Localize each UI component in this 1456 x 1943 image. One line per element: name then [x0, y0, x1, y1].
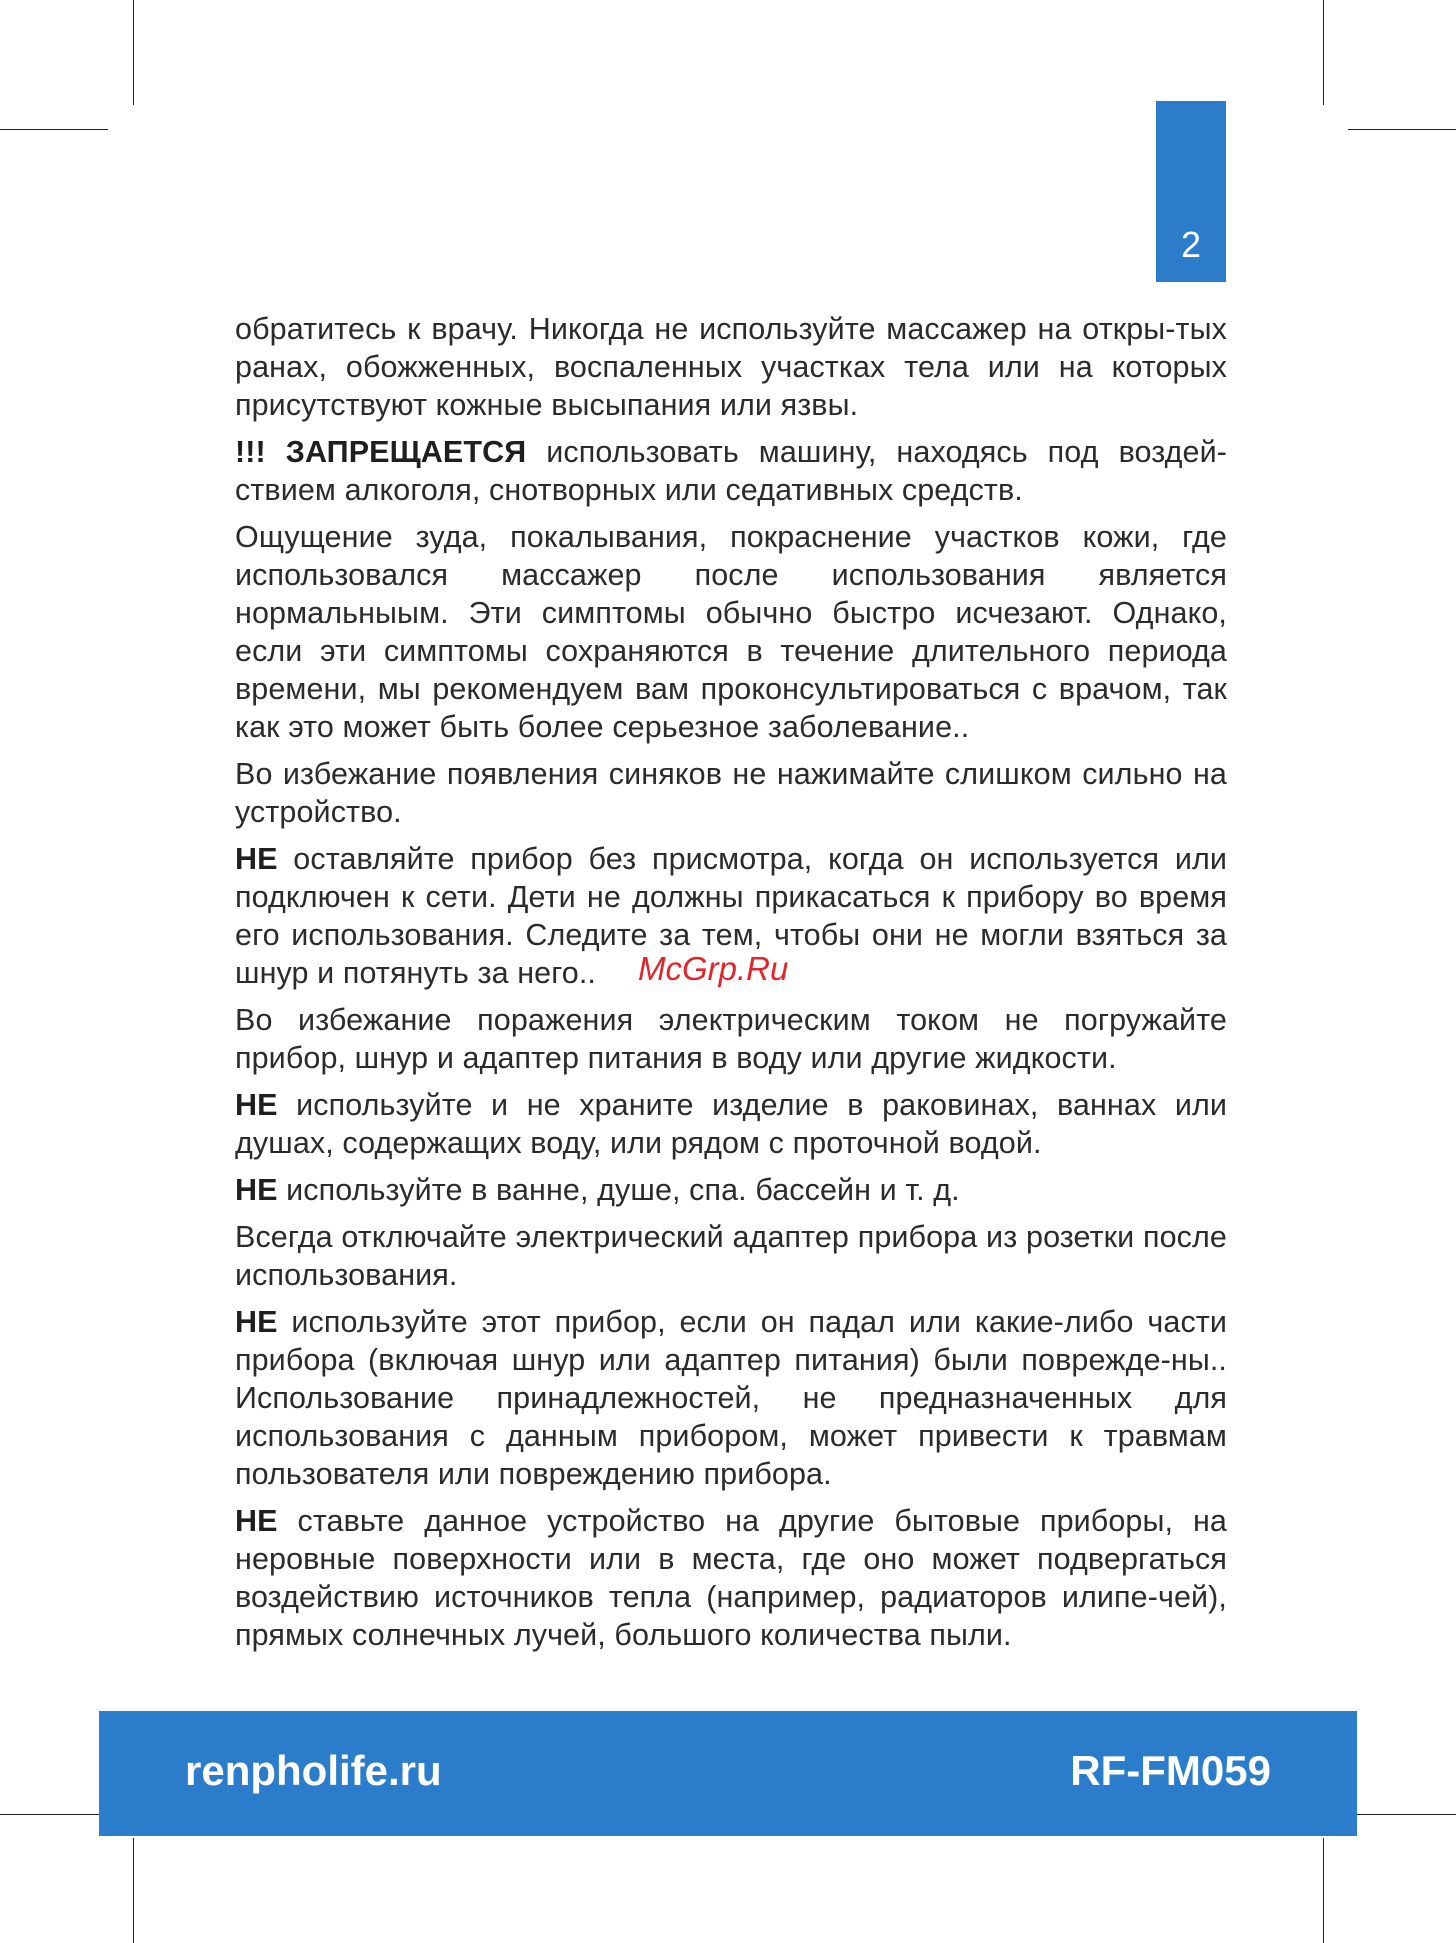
- paragraph: НЕ используйте в ванне, душе, спа. бассейн и т. д.: [235, 1173, 960, 1207]
- crop-mark: [0, 1814, 108, 1815]
- paragraph: НЕ используйте и не храните изделие в раковинах, ваннах или душах, содержащих воду, или рядом с проточной водой.: [235, 1088, 1227, 1160]
- paragraph: Всегда отключайте электрический адаптер прибора из розетки после использования.: [235, 1220, 1227, 1292]
- page-number-tab: [1156, 101, 1226, 282]
- paragraph: НЕ оставляйте прибор без присмотра, когда он используется или подключен к сети. Дети не должны прикасаться к прибору во время его использования. Следите за тем, чтобы они не могли взяться за шнур и потянуть за него..: [235, 842, 1227, 990]
- warning-lead: !!! ЗАПРЕЩАЕТСЯ: [235, 435, 527, 469]
- warning-lead: НЕ: [235, 1173, 278, 1207]
- paragraph: обратитесь к врачу. Никогда не используйте массажер на откры-тых ранах, обожженных, воспаленных участках тела или на которых присутствуют кожные высыпания или язвы.: [235, 312, 1227, 422]
- website-link[interactable]: renpholife.ru: [185, 1747, 442, 1794]
- model-number: RF-FM059: [1070, 1747, 1271, 1794]
- warning-lead: НЕ: [235, 1088, 278, 1122]
- crop-mark: [133, 0, 134, 105]
- crop-mark: [1323, 1838, 1324, 1943]
- warning-lead: НЕ: [235, 1305, 278, 1339]
- footer-bar: [99, 1711, 1357, 1836]
- warning-lead: НЕ: [235, 842, 278, 876]
- paragraph: Ощущение зуда, покалывания, покраснение участков кожи, где использовался массажер после использования является нормальныым. Эти симптомы обычно быстро исчезают. Однако, если эти симптомы сохраняются в течение длительного периода времени, мы рекомендуем вам проконсультироваться с врачом, так как это может быть более серьезное заболевание..: [235, 520, 1227, 744]
- paragraph: Во избежание появления синяков не нажимайте слишком сильно на устройство.: [235, 757, 1227, 829]
- crop-mark: [1348, 129, 1456, 130]
- paragraph: НЕ используйте этот прибор, если он падал или какие-либо части прибора (включая шнур или адаптер питания) были поврежде-ны.. Использование принадлежностей, не предназначенных для использования с данным прибором, может привести к травмам пользователя или повреждению прибора.: [235, 1305, 1227, 1491]
- page-number: 2: [1180, 224, 1202, 265]
- watermark: McGrp.Ru: [638, 950, 789, 987]
- warning-lead: НЕ: [235, 1504, 278, 1538]
- crop-mark: [1323, 0, 1324, 105]
- crop-mark: [0, 129, 108, 130]
- crop-mark: [133, 1838, 134, 1943]
- paragraph: Во избежание поражения электрическим током не погружайте прибор, шнур и адаптер питания в воду или другие жидкости.: [235, 1003, 1227, 1075]
- paragraph: НЕ ставьте данное устройство на другие бытовые приборы, на неровные поверхности или в места, где оно может подвергаться воздействию источников тепла (например, радиаторов илипе-чей), прямых солнечных лучей, большого количества пыли.: [235, 1504, 1227, 1652]
- crop-mark: [1348, 1814, 1456, 1815]
- paragraph: !!! ЗАПРЕЩАЕТСЯ использовать машину, находясь под воздей-ствием алкоголя, снотворных или седативных средств.: [235, 435, 1228, 507]
